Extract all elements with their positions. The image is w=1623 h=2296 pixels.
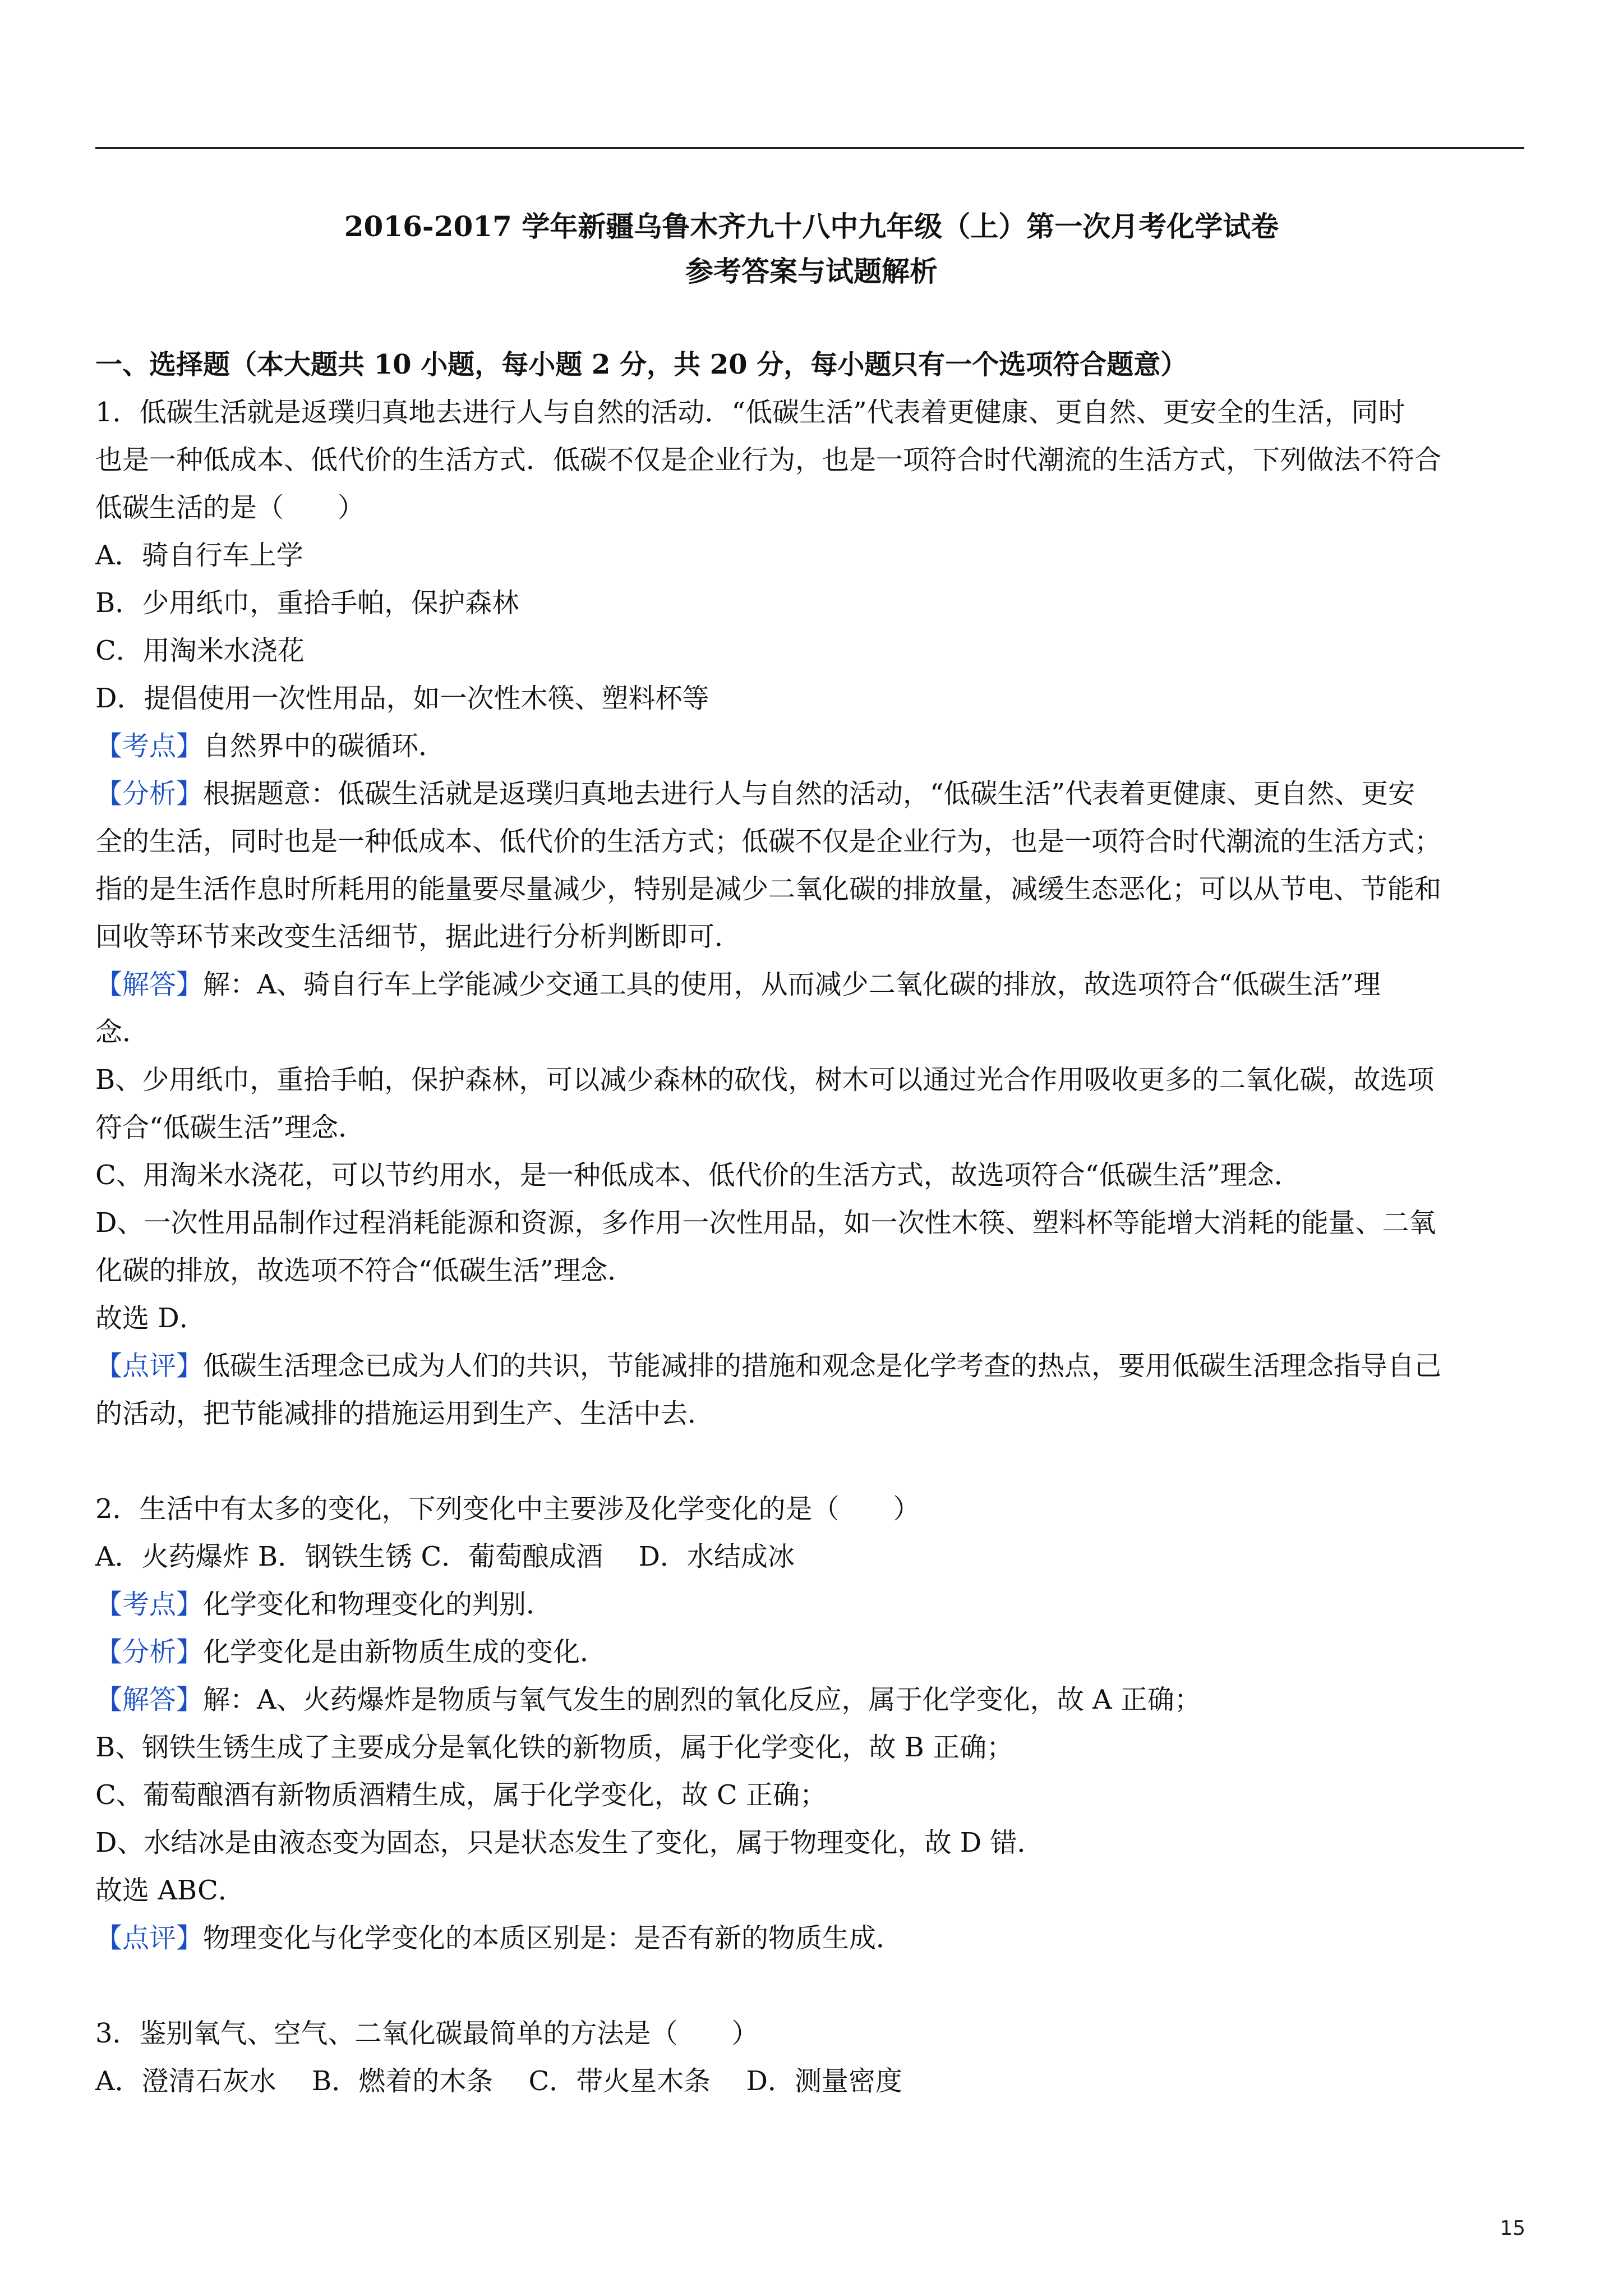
dianping-tag: 【点评】: [95, 1922, 204, 1954]
jieda-text: 解：A、火药爆炸是物质与氧气发生的剧烈的氧化反应，属于化学变化，故 A 正确；: [203, 1684, 1201, 1715]
jieda-line: D、一次性用品制作过程消耗能源和资源，多作用一次性用品，如一次性木筷、塑料杯等能增大消耗的能量、二氧: [95, 1207, 1436, 1239]
fenxi-line: 指的是生活作息时所耗用的能量要尽量减少，特别是减少二氧化碳的排放量，减缓生态恶化；可以从节电、节能和: [95, 873, 1442, 905]
option-b: B．少用纸巾，重拾手帕，保护森林: [95, 587, 519, 619]
jieda-line: C、用淘米水浇花，可以节约用水，是一种低成本、低代价的生活方式，故选项符合“低碳生活”理念．: [95, 1159, 1301, 1191]
dianping-text: 物理变化与化学变化的本质区别是：是否有新的物质生成．: [203, 1922, 903, 1954]
question-stem-line: 1．低碳生活就是返璞归真地去进行人与自然的活动．“低碳生活”代表着更健康、更自然、更安全的生活，同时: [95, 397, 1405, 428]
question-stem-line: 低碳生活的是（ ）: [95, 492, 365, 523]
jieda-text: 解：A、骑自行车上学能减少交通工具的使用，从而减少二氧化碳的排放，故选项符合“低碳生活”理: [203, 969, 1381, 1000]
fenxi-tag: 【分析】: [95, 1636, 204, 1668]
dianping-tag: 【点评】: [95, 1350, 204, 1382]
jieda-line: B、少用纸巾，重拾手帕，保护森林，可以减少森林的砍伐，树木可以通过光合作用吸收更多的二氧化碳，故选项: [95, 1064, 1435, 1096]
options-line: A．澄清石灰水 B．燃着的木条 C．带火星木条 D．测量密度: [95, 2065, 902, 2097]
question-3: [95, 2010, 1525, 2105]
jieda-tag: 【解答】: [95, 969, 204, 1000]
dianping-line: [95, 1915, 1525, 1962]
options-line: A．火药爆炸 B．钢铁生锈 C．葡萄酿成酒 D．水结成冰: [95, 1541, 795, 1572]
kaodian-text: 自然界中的碳循环．: [203, 730, 446, 762]
kaodian-tag: 【考点】: [95, 730, 204, 762]
kaodian-tag: 【考点】: [95, 1589, 204, 1620]
jieda-line: D、水结冰是由液态变为固态，只是状态发生了变化，属于物理变化，故 D 错．: [95, 1827, 1044, 1858]
dianping-line: 的活动，把节能减排的措施运用到生产、生活中去．: [95, 1398, 715, 1429]
fenxi-text: 化学变化是由新物质生成的变化．: [203, 1636, 607, 1668]
page-number: 15: [1500, 2217, 1525, 2240]
jieda-line: 故选 D．: [95, 1303, 206, 1334]
jieda-line: C、葡萄酿酒有新物质酒精生成，属于化学变化，故 C 正确；: [95, 1779, 827, 1811]
question-1: [95, 389, 1525, 1438]
jieda-line: 化碳的排放，故选项不符合“低碳生活”理念．: [95, 1255, 635, 1286]
fenxi-line: 回收等环节来改变生活细节，据此进行分析判断即可．: [95, 921, 742, 953]
jieda-line: 符合“低碳生活”理念．: [95, 1112, 366, 1143]
dianping-line: [95, 1342, 1525, 1390]
document-subtitle: 参考答案与试题解析: [685, 255, 938, 288]
header-rule: [95, 147, 1524, 149]
document-body: [95, 341, 1525, 2105]
fenxi-line: [95, 770, 1525, 818]
question-stem-line: 3．鉴别氧气、空气、二氧化碳最简单的方法是（ ）: [95, 2018, 759, 2049]
kaodian-text: 化学变化和物理变化的判别．: [203, 1589, 554, 1620]
jieda-line: B、钢铁生锈生成了主要成分是氧化铁的新物质，属于化学变化，故 B 正确；: [95, 1732, 1014, 1763]
jieda-line: [95, 961, 1525, 1009]
option-d: D．提倡使用一次性用品，如一次性木筷、塑料杯等: [95, 683, 709, 714]
dianping-text: 低碳生活理念已成为人们的共识，节能减排的措施和观念是化学考查的热点，要用低碳生活理念指导自己: [203, 1350, 1442, 1382]
spacer: [95, 1438, 1525, 1485]
option-c: C．用淘米水浇花: [95, 635, 305, 666]
jieda-line: 故选 ABC．: [95, 1875, 245, 1906]
kaodian-line: [95, 723, 1525, 770]
fenxi-tag: 【分析】: [95, 778, 204, 809]
option-a: A．骑自行车上学: [95, 540, 303, 571]
question-stem-line: 也是一种低成本、低代价的生活方式．低碳不仅是企业行为，也是一项符合时代潮流的生活方式，下列做法不符合: [95, 444, 1442, 476]
jieda-tag: 【解答】: [95, 1684, 204, 1715]
fenxi-line: 全的生活，同时也是一种低成本、低代价的生活方式；低碳不仅是企业行为，也是一项符合时代潮流的生活方式；: [95, 826, 1442, 857]
section-heading: 一、选择题（本大题共 10 小题，每小题 2 分，共 20 分，每小题只有一个选项符合题意）: [95, 349, 1188, 380]
kaodian-line: [95, 1581, 1525, 1628]
jieda-line: [95, 1676, 1525, 1724]
question-2: [95, 1485, 1525, 1962]
spacer: [95, 1962, 1525, 2010]
jieda-line: 念．: [95, 1016, 150, 1048]
fenxi-text: 根据题意：低碳生活就是返璞归真地去进行人与自然的活动，“低碳生活”代表着更健康、更自然、更安: [203, 778, 1415, 809]
question-stem-line: 2．生活中有太多的变化，下列变化中主要涉及化学变化的是（ ）: [95, 1493, 920, 1525]
fenxi-line: [95, 1628, 1525, 1676]
document-title: 2016-2017 学年新疆乌鲁木齐九十八中九年级（上）第一次月考化学试卷: [344, 210, 1279, 243]
